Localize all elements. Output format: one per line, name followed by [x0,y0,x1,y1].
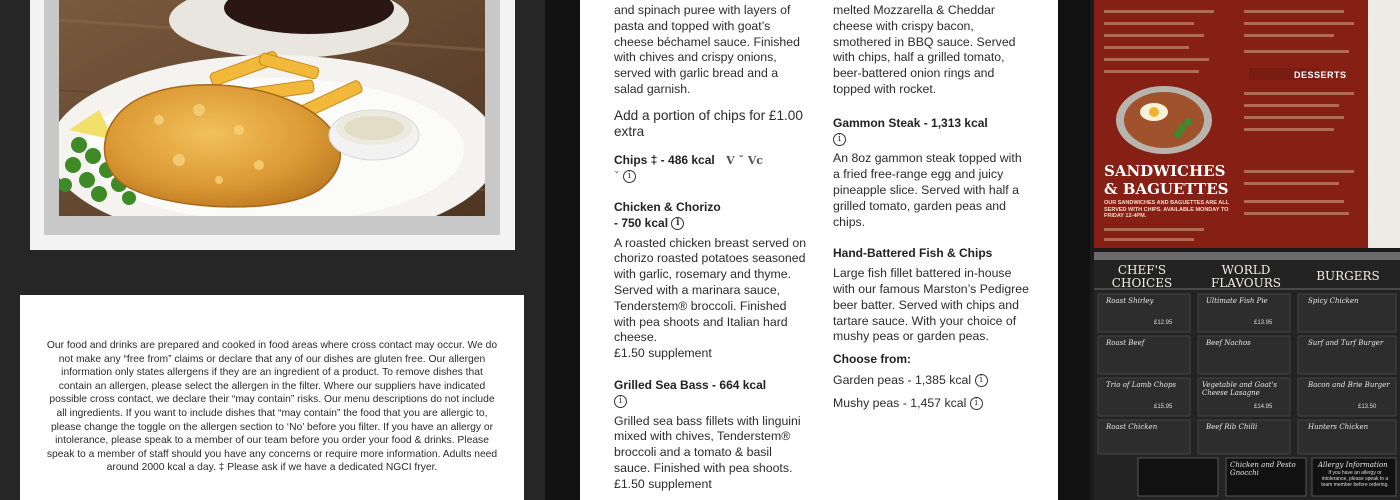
chicken-chorizo-title: Chicken & Chorizo [614,199,721,214]
fish-chips-description: Large fish fillet battered in-house with our famous Marston’s Pedigree beer batter. Served with chips and tartare sauce. With your choice of mushy peas or garden peas. [833,266,1029,344]
info-icon[interactable]: i [623,170,636,183]
sea-bass-description: Grilled sea bass fillets with linguini mixed with chives, Tenderstem® broccoli and a tomato & basil sauce. Finished with pea shoots. [614,413,801,475]
bbq-melt-description: melted Mozzarella & Cheddar cheese with crispy bacon, smothered in BBQ sauce. Served with chips, half a grilled tomato, beer-battered onion rings and topped with rocket. [833,3,1016,96]
board-item: Roast Chicken [1106,423,1158,431]
chips-title: Chips ‡ [614,153,658,168]
option-label: Mushy peas [833,395,900,410]
allergen-notice-text: Our food and drinks are prepared and cooked in food areas where cross contact may occur. We do not make any “free from” claims or declare that any of our dishes are gluten free. Our allergen information only states allergens if they are an ingredient of a product. To remove dishes that contain an allergen, please select the allergen in the filter. Where our suppliers have indicated possible cross contact, we declare their “may contain” risks. Our menu descriptions do not include all ingredients. If you want to include dishes that “may contain” the food that you are allergic to, please change the toggle on the allergen section to ‘No’ before you filter. If you have an allergy or intolerance, please speak to a member of our team before you order your food & drinks. Please speak to a member of staff should you have any concerns or require more information. Adults need around 2000 kcal a day. ‡ Please ask if we have a dedicated NGCI fryer. [46,340,498,474]
allergen-notice [20,295,524,500]
choose-from-label: Choose from: [833,352,911,367]
menu-item-fish-and-chips[interactable] [833,246,1029,411]
option-label: Garden peas [833,372,905,387]
menu-column-1 [614,0,809,493]
board-item: Beef Nachos [1206,339,1251,347]
fish-and-chips-photo [59,0,485,216]
fish-and-chips-photo-frame [30,0,515,250]
info-icon[interactable]: i [671,217,684,230]
board-price: £15.95 [1154,404,1173,410]
option-separator: - [904,372,916,387]
board-item: Roast Beef [1106,339,1145,347]
board-item: Trio of Lamb Chops [1106,381,1177,389]
info-icon[interactable]: i [970,397,983,410]
board-item: Allergy Information [1318,461,1388,469]
sandwiches-subtext: OUR SANDWICHES AND BAGUETTES ARE ALL SERVED WITH CHIPS. AVAILABLE MONDAY TO FRIDAY 12-4PM. [1104,200,1229,219]
board-price: £14.95 [1254,404,1273,410]
sandwiches-heading-line-2: & BAGUETTES [1104,180,1229,198]
board-item: Ultimate Fish Pie [1206,297,1268,305]
info-icon[interactable]: i [833,133,846,146]
gammon-description: An 8oz gammon steak topped with a fried free-range egg and juicy pineapple slice. Served with half a grilled tomato, garden peas and chips. [833,151,1022,229]
diet-icons: V ˇ Vc [726,154,764,168]
board-item: Vegetable and Goat's Cheese Lasagne [1202,381,1277,397]
menu-page [580,0,1058,500]
board-header-burgers: BURGERS [1316,269,1380,283]
board-item: Hunters Chicken [1308,423,1369,431]
sandwiches-heading [1104,162,1228,198]
chips-separator: - [657,153,669,168]
info-icon[interactable]: i [614,395,627,408]
sea-bass-kcal: 664 kcal [719,377,767,392]
board-header-world-flavours: WORLD FLAVOURS [1210,263,1282,290]
chicken-chorizo-description: A roasted chicken breast served on chorizo roasted potatoes seasoned with garlic, rosemary and thyme. Served with a marinara sauce, Tenderstem® broccoli. Finished with pea shoots and Italian hard cheese. [614,235,807,345]
option-mushy-peas[interactable] [833,396,1029,412]
board-price: £12.95 [1154,320,1173,326]
sea-bass-title: Grilled Sea Bass [614,377,709,392]
board-item: Roast Shirley [1106,297,1154,305]
board-allergy-note: If you have an allergy or intolerance, please speak to a team member before ordering. [1321,470,1389,488]
menu-column-2 [833,0,1029,412]
photo-mat [44,0,500,235]
sea-bass-supplement: £1.50 supplement [614,476,712,491]
gammon-title: Gammon Steak [833,115,921,130]
chips-addon-note: Add a portion of chips for £1.00 extra [614,107,803,139]
right-panel [1090,0,1400,500]
sea-bass-separator: - [708,377,720,392]
board-header-chefs-choices: CHEF'S CHOICES [1111,263,1173,290]
board-item: Surf and Turf Burger [1308,339,1384,347]
board-price: £13.50 [1358,404,1377,410]
fish-and-chips-image [59,0,485,216]
gutter-left [545,0,580,500]
menu-item-chips[interactable] [614,153,809,185]
chicken-chorizo-supplement: £1.50 supplement [614,346,712,361]
printed-menu-photo [1094,0,1400,248]
board-price: £13.95 [1254,320,1273,326]
diet-mark: ˇ [614,170,620,184]
gammon-kcal: 1,313 kcal [931,115,988,130]
option-kcal: 1,385 kcal [915,372,972,387]
sandwiches-heading-line-1: SANDWICHES [1104,162,1226,180]
fish-chips-title: Hand-Battered Fish & Chips [833,246,993,261]
menu-item-gammon-steak[interactable] [833,116,1029,231]
chips-kcal: 486 kcal [668,153,715,168]
option-separator: - [899,395,911,410]
gammon-separator: - [920,115,932,130]
option-kcal: 1,457 kcal [910,395,967,410]
left-panel [0,0,545,500]
board-item: Chicken and Pesto Gnocchi [1230,461,1296,477]
gutter-right [1058,0,1090,500]
chicken-chorizo-kcal: - 750 kcal [614,215,669,230]
info-icon[interactable]: i [975,374,988,387]
option-garden-peas[interactable] [833,373,1029,389]
board-item: Beef Rib Chilli [1206,423,1258,431]
lasagne-description: and spinach puree with layers of pasta and topped with goat’s cheese béchamel sauce. Finished with chives and crispy onions, served with garlic bread and a salad garnish. [614,3,800,96]
desserts-heading: DESSERTS [1294,70,1347,80]
menu-board-photo [1094,252,1400,500]
menu-item-chicken-chorizo[interactable] [614,200,809,362]
board-item: Spicy Chicken [1308,297,1359,305]
board-item: Bacon and Brie Burger [1308,381,1390,389]
menu-item-sea-bass[interactable] [614,378,809,493]
